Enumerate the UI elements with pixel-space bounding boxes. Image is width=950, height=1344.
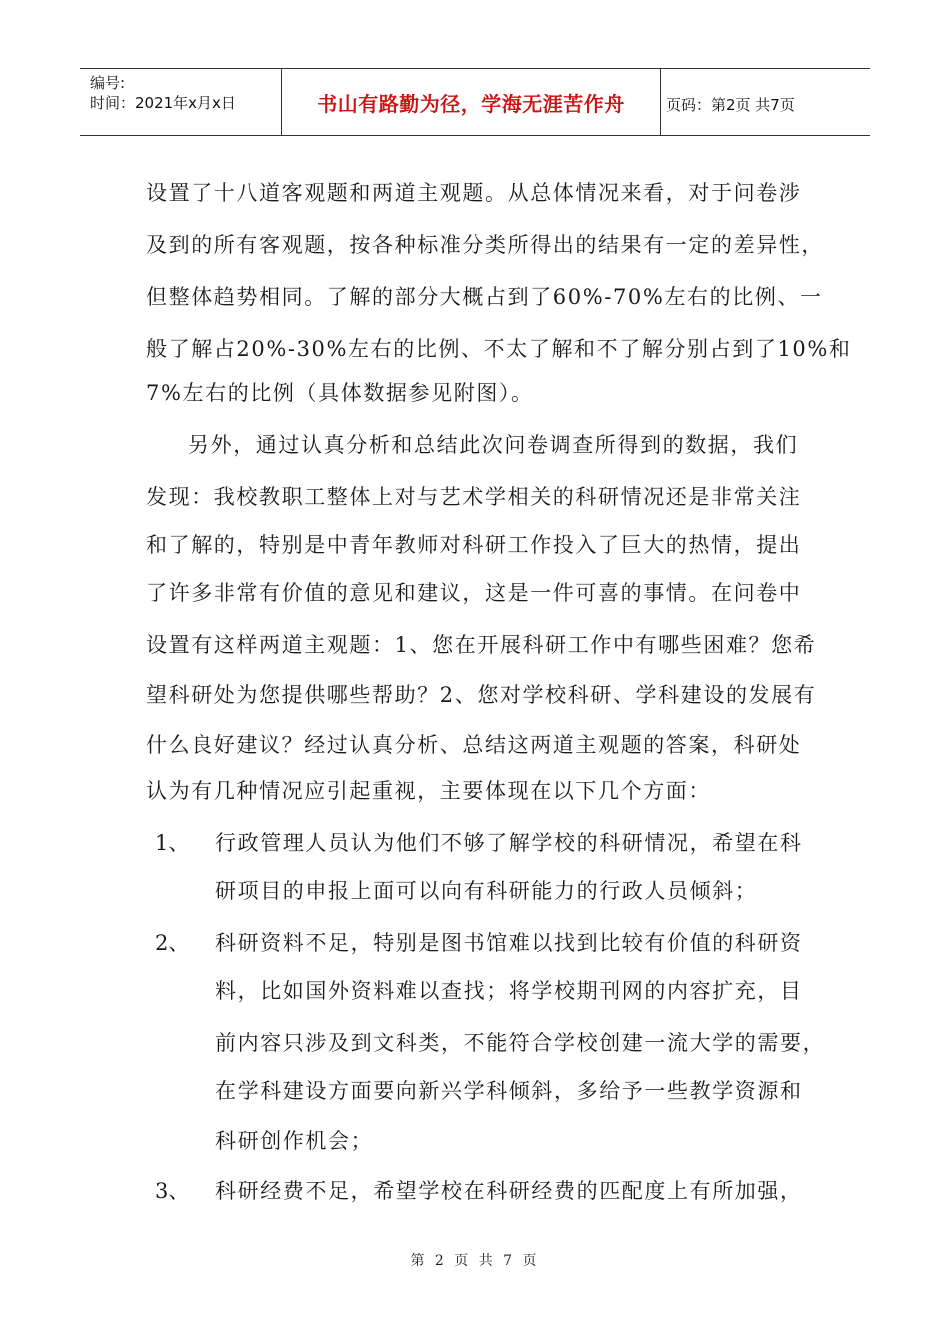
paragraph-line: 发现：我校教职工整体上对与艺术学相关的科研情况还是非常关注: [146, 485, 802, 509]
page-code: 页码：第2页 共7页: [666, 96, 795, 114]
list-item-line: 在学科建设方面要向新兴学科倾斜，多给予一些教学资源和: [215, 1079, 803, 1103]
header-motto: 书山有路勤为径，学海无涯苦作舟: [317, 92, 625, 116]
paragraph-line: 设置了十八道客观题和两道主观题。从总体情况来看，对于问卷涉: [146, 181, 802, 205]
list-item-line: 科研经费不足，希望学校在科研经费的匹配度上有所加强，: [215, 1179, 803, 1203]
list-item-line: 科研资料不足，特别是图书馆难以找到比较有价值的科研资: [215, 931, 803, 955]
paragraph-line: 设置有这样两道主观题：1、您在开展科研工作中有哪些困难？您希: [146, 633, 817, 657]
paragraph-line: 和了解的，特别是中青年教师对科研工作投入了巨大的热情，提出: [146, 533, 802, 557]
list-item-number: 2、: [155, 931, 190, 955]
paragraph-line: 及到的所有客观题，按各种标准分类所得出的结果有一定的差异性，: [146, 233, 824, 257]
paragraph-line: 望科研处为您提供哪些帮助？2、您对学校科研、学科建设的发展有: [146, 683, 817, 707]
paragraph-line: 另外，通过认真分析和总结此次问卷调查所得到的数据，我们: [188, 433, 799, 457]
paragraph-line: 7%左右的比例（具体数据参见附图）。: [146, 381, 534, 405]
list-item-number: 3、: [155, 1179, 190, 1203]
paragraph-line: 什么良好建议？经过认真分析、总结这两道主观题的答案，科研处: [146, 733, 802, 757]
page-footer: 第 2 页 共 7 页: [410, 1253, 540, 1269]
paragraph-line: 般了解占20%-30%左右的比例、不太了解和不了解分别占到了10%和: [146, 337, 852, 361]
paragraph-line: 认为有几种情况应引起重视，主要体现在以下几个方面：: [146, 779, 711, 803]
list-item-line: 行政管理人员认为他们不够了解学校的科研情况，希望在科: [215, 831, 803, 855]
header-bottom-rule: [80, 135, 870, 136]
paragraph-line: 但整体趋势相同。了解的部分大概占到了60%-70%左右的比例、一: [146, 285, 823, 309]
serial-label: 编号:: [90, 74, 126, 92]
header-divider-right: [660, 68, 661, 135]
list-item-line: 研项目的申报上面可以向有科研能力的行政人员倾斜；: [215, 879, 758, 903]
list-item-line: 科研创作机会；: [215, 1129, 374, 1153]
time-label: 时间：2021年x月x日: [90, 94, 236, 112]
paragraph-line: 了许多非常有价值的意见和建议，这是一件可喜的事情。在问卷中: [146, 581, 802, 605]
header-top-rule: [80, 68, 870, 69]
list-item-number: 1、: [155, 831, 190, 855]
list-item-line: 前内容只涉及到文科类，不能符合学校创建一流大学的需要，: [215, 1031, 826, 1055]
list-item-line: 料，比如国外资料难以查找；将学校期刊网的内容扩充，目: [215, 979, 803, 1003]
